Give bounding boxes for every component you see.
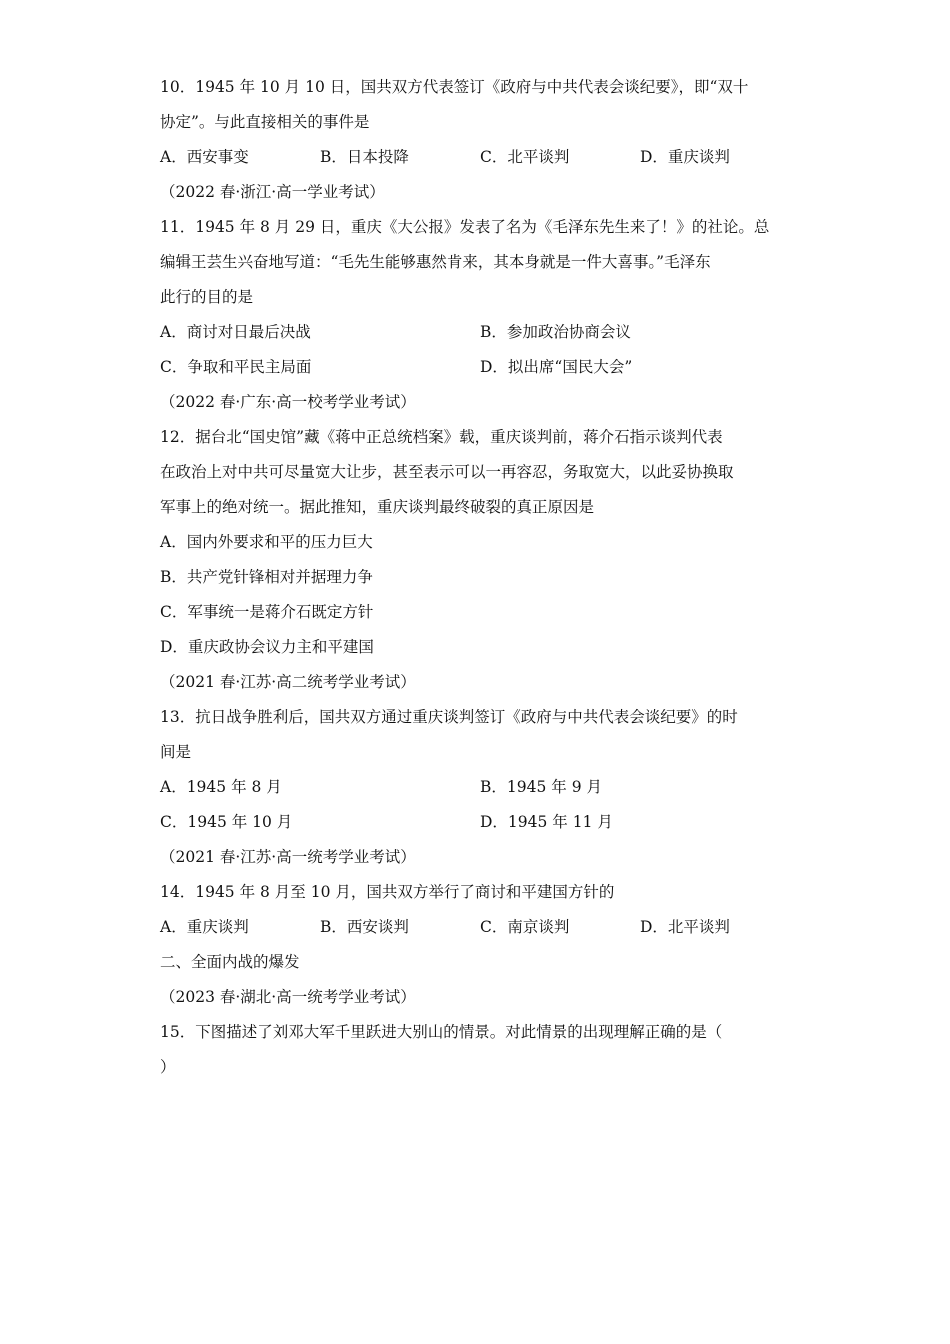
question-source: （2021 春·江苏·高二统考学业考试） [160, 673, 416, 691]
option-b[interactable]: B．日本投降 [320, 148, 409, 166]
option-d[interactable]: D．北平谈判 [640, 918, 730, 936]
option-a[interactable]: A．西安事变 [160, 148, 249, 166]
option-a[interactable]: A．1945 年 8 月 [160, 778, 282, 796]
option-a[interactable]: A．国内外要求和平的压力巨大 [160, 533, 373, 551]
option-a[interactable]: A．重庆谈判 [160, 918, 249, 936]
question-11 [160, 181, 800, 391]
options-row [160, 321, 800, 356]
question-stem: 协定”。与此直接相关的事件是 [160, 113, 370, 131]
option-c[interactable]: C．1945 年 10 月 [160, 813, 293, 831]
options-row [160, 146, 800, 181]
option-b[interactable]: B．1945 年 9 月 [480, 778, 602, 796]
question-stem: 12．据台北“国史馆”藏《蒋中正总统档案》载，重庆谈判前，蒋介石指示谈判代表 [160, 428, 723, 446]
options-row [160, 776, 800, 811]
options-row [160, 811, 800, 846]
option-c[interactable]: C．南京谈判 [480, 918, 570, 936]
option-a[interactable]: A．商讨对日最后决战 [160, 323, 311, 341]
option-b[interactable]: B．西安谈判 [320, 918, 409, 936]
question-stem: 15．下图描述了刘邓大军千里跃进大别山的情景。对此情景的出现理解正确的是（ [160, 1023, 723, 1041]
option-b[interactable]: B．共产党针锋相对并据理力争 [160, 568, 373, 586]
option-d[interactable]: D．重庆政协会议力主和平建国 [160, 638, 374, 656]
question-stem: 11．1945 年 8 月 29 日，重庆《大公报》发表了名为《毛泽东先生来了！》的社论。总 [160, 218, 770, 236]
option-c[interactable]: C．北平谈判 [480, 148, 570, 166]
question-stem: 13．抗日战争胜利后，国共双方通过重庆谈判签订《政府与中共代表会谈纪要》的时 [160, 708, 738, 726]
question-source: （2022 春·广东·高一校考学业考试） [160, 393, 416, 411]
section-heading: 二、全面内战的爆发 [160, 953, 300, 971]
options-row [160, 916, 800, 951]
question-14 [160, 846, 800, 951]
document-page [160, 76, 800, 1091]
option-d[interactable]: D．1945 年 11 月 [480, 813, 613, 831]
question-source: （2023 春·湖北·高一统考学业考试） [160, 988, 416, 1006]
question-stem: 编辑王芸生兴奋地写道：“毛先生能够惠然肯来，其本身就是一件大喜事。”毛泽东 [160, 253, 711, 271]
question-13 [160, 671, 800, 846]
question-source: （2022 春·浙江·高一学业考试） [160, 183, 385, 201]
option-d[interactable]: D．拟出席“国民大会” [480, 358, 633, 376]
option-c[interactable]: C．军事统一是蒋介石既定方针 [160, 603, 374, 621]
option-d[interactable]: D．重庆谈判 [640, 148, 730, 166]
question-stem: 在政治上对中共可尽量宽大让步，甚至表示可以一再容忍，务取宽大，以此妥协换取 [160, 463, 734, 481]
options-row [160, 356, 800, 391]
question-stem: 军事上的绝对统一。据此推知，重庆谈判最终破裂的真正原因是 [160, 498, 595, 516]
question-stem: ） [160, 1058, 176, 1076]
question-stem: 10．1945 年 10 月 10 日，国共双方代表签订《政府与中共代表会谈纪要》，即“双十 [160, 78, 749, 96]
question-10 [160, 76, 800, 181]
question-stem: 此行的目的是 [160, 288, 254, 306]
option-c[interactable]: C．争取和平民主局面 [160, 358, 312, 376]
question-stem: 间是 [160, 743, 192, 761]
question-source: （2021 春·江苏·高一统考学业考试） [160, 848, 416, 866]
question-15 [160, 986, 800, 1091]
question-12 [160, 391, 800, 671]
question-stem: 14．1945 年 8 月至 10 月，国共双方举行了商讨和平建国方针的 [160, 883, 615, 901]
option-b[interactable]: B．参加政治协商会议 [480, 323, 631, 341]
